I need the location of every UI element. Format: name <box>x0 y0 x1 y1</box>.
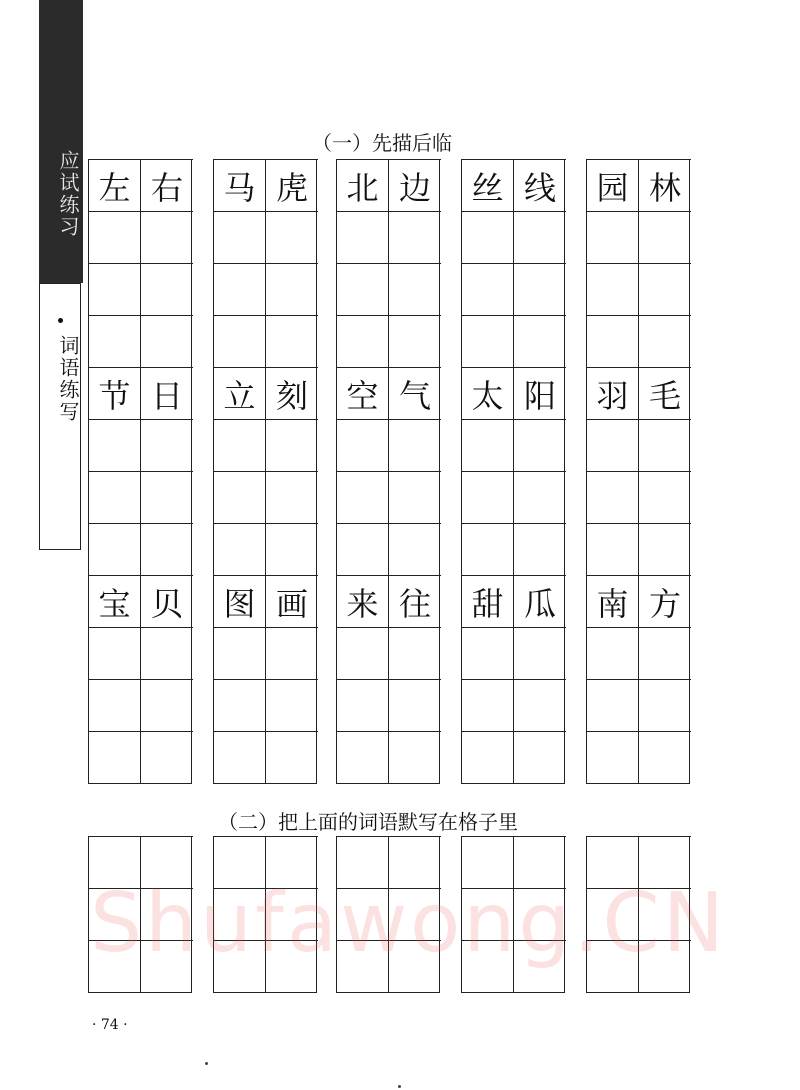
watermark: Shufawong.CN <box>90 876 728 971</box>
writing-cell[interactable] <box>266 679 318 731</box>
writing-cell[interactable] <box>389 627 441 679</box>
writing-cell[interactable] <box>587 315 639 367</box>
writing-cell[interactable] <box>462 731 514 783</box>
writing-cell[interactable] <box>639 263 691 315</box>
trace-char-cell[interactable]: 刻 <box>266 367 318 419</box>
writing-cell[interactable] <box>266 419 318 471</box>
writing-cell[interactable] <box>337 419 389 471</box>
writing-cell[interactable] <box>337 211 389 263</box>
practice-column <box>586 159 690 784</box>
trace-char-cell[interactable]: 边 <box>389 159 441 211</box>
writing-cell[interactable] <box>462 679 514 731</box>
writing-cell[interactable] <box>141 419 193 471</box>
practice-column <box>336 159 440 784</box>
writing-cell[interactable] <box>89 471 141 523</box>
writing-cell[interactable] <box>639 315 691 367</box>
writing-cell[interactable] <box>266 731 318 783</box>
writing-cell[interactable] <box>266 523 318 575</box>
writing-cell[interactable] <box>639 471 691 523</box>
writing-cell[interactable] <box>587 679 639 731</box>
writing-cell[interactable] <box>639 523 691 575</box>
writing-cell[interactable] <box>639 627 691 679</box>
trace-char-cell[interactable]: 空 <box>337 367 389 419</box>
writing-cell[interactable] <box>462 419 514 471</box>
writing-cell[interactable] <box>89 211 141 263</box>
writing-cell[interactable] <box>89 263 141 315</box>
writing-cell[interactable] <box>587 419 639 471</box>
writing-cell[interactable] <box>514 731 566 783</box>
writing-cell[interactable] <box>462 211 514 263</box>
practice-column <box>461 159 565 784</box>
writing-cell[interactable] <box>141 731 193 783</box>
trace-char-cell[interactable]: 来 <box>337 575 389 627</box>
writing-cell[interactable] <box>462 263 514 315</box>
writing-cell[interactable] <box>514 315 566 367</box>
writing-cell[interactable] <box>214 679 266 731</box>
writing-cell[interactable] <box>337 315 389 367</box>
writing-cell[interactable] <box>389 211 441 263</box>
writing-cell[interactable] <box>337 627 389 679</box>
writing-cell[interactable] <box>89 523 141 575</box>
writing-cell[interactable] <box>514 523 566 575</box>
writing-cell[interactable] <box>337 263 389 315</box>
writing-cell[interactable] <box>141 315 193 367</box>
side-tab-label-words: 词语练写 <box>56 335 80 423</box>
trace-char-cell[interactable]: 方 <box>639 575 691 627</box>
trace-char-cell[interactable]: 太 <box>462 367 514 419</box>
writing-cell[interactable] <box>89 679 141 731</box>
writing-cell[interactable] <box>214 419 266 471</box>
writing-cell[interactable] <box>389 263 441 315</box>
writing-cell[interactable] <box>587 731 639 783</box>
writing-cell[interactable] <box>389 419 441 471</box>
writing-cell[interactable] <box>389 679 441 731</box>
writing-cell[interactable] <box>89 731 141 783</box>
trace-char-cell[interactable]: 虎 <box>266 159 318 211</box>
writing-cell[interactable] <box>639 211 691 263</box>
writing-cell[interactable] <box>266 471 318 523</box>
writing-cell[interactable] <box>514 211 566 263</box>
trace-char-cell[interactable]: 甜 <box>462 575 514 627</box>
trace-char-cell[interactable]: 贝 <box>141 575 193 627</box>
writing-cell[interactable] <box>141 263 193 315</box>
writing-cell[interactable] <box>89 627 141 679</box>
trace-char-cell[interactable]: 右 <box>141 159 193 211</box>
writing-cell[interactable] <box>214 315 266 367</box>
side-tab-dark <box>39 0 83 283</box>
writing-cell[interactable] <box>214 731 266 783</box>
writing-cell[interactable] <box>141 627 193 679</box>
speck <box>398 1085 401 1088</box>
trace-char-cell[interactable]: 羽 <box>587 367 639 419</box>
writing-cell[interactable] <box>639 419 691 471</box>
writing-cell[interactable] <box>214 523 266 575</box>
writing-cell[interactable] <box>587 523 639 575</box>
writing-cell[interactable] <box>514 263 566 315</box>
writing-cell[interactable] <box>462 315 514 367</box>
writing-cell[interactable] <box>587 471 639 523</box>
trace-char-cell[interactable]: 往 <box>389 575 441 627</box>
writing-cell[interactable] <box>266 211 318 263</box>
trace-char-cell[interactable]: 园 <box>587 159 639 211</box>
trace-char-cell[interactable]: 立 <box>214 367 266 419</box>
trace-char-cell[interactable]: 马 <box>214 159 266 211</box>
speck <box>205 1062 208 1065</box>
writing-cell[interactable] <box>389 731 441 783</box>
writing-cell[interactable] <box>389 471 441 523</box>
writing-cell[interactable] <box>141 471 193 523</box>
writing-cell[interactable] <box>462 523 514 575</box>
bullet-dot <box>58 318 63 323</box>
writing-cell[interactable] <box>337 731 389 783</box>
writing-cell[interactable] <box>514 471 566 523</box>
writing-cell[interactable] <box>587 263 639 315</box>
side-tab-label-practice: 应试练习 <box>56 150 80 238</box>
section1-heading: （一）先描后临 <box>312 131 452 155</box>
writing-cell[interactable] <box>337 523 389 575</box>
section2-heading: （二）把上面的词语默写在格子里 <box>218 810 518 834</box>
trace-char-cell[interactable]: 北 <box>337 159 389 211</box>
trace-char-cell[interactable]: 毛 <box>639 367 691 419</box>
writing-cell[interactable] <box>587 211 639 263</box>
writing-cell[interactable] <box>587 627 639 679</box>
trace-char-cell[interactable]: 林 <box>639 159 691 211</box>
page-number: · 74 · <box>92 1017 128 1033</box>
writing-cell[interactable] <box>266 627 318 679</box>
writing-cell[interactable] <box>141 211 193 263</box>
trace-char-cell[interactable]: 左 <box>89 159 141 211</box>
trace-char-cell[interactable]: 阳 <box>514 367 566 419</box>
writing-cell[interactable] <box>337 471 389 523</box>
writing-cell[interactable] <box>462 627 514 679</box>
writing-cell[interactable] <box>639 679 691 731</box>
writing-cell[interactable] <box>514 679 566 731</box>
practice-column <box>88 159 192 784</box>
writing-cell[interactable] <box>214 211 266 263</box>
writing-cell[interactable] <box>389 315 441 367</box>
writing-cell[interactable] <box>337 679 389 731</box>
writing-cell[interactable] <box>141 679 193 731</box>
trace-char-cell[interactable]: 图 <box>214 575 266 627</box>
writing-cell[interactable] <box>266 263 318 315</box>
trace-char-cell[interactable]: 丝 <box>462 159 514 211</box>
trace-char-cell[interactable]: 宝 <box>89 575 141 627</box>
writing-cell[interactable] <box>639 731 691 783</box>
writing-cell[interactable] <box>89 315 141 367</box>
writing-cell[interactable] <box>214 471 266 523</box>
trace-char-cell[interactable]: 瓜 <box>514 575 566 627</box>
writing-cell[interactable] <box>514 627 566 679</box>
trace-char-cell[interactable]: 日 <box>141 367 193 419</box>
trace-char-cell[interactable]: 南 <box>587 575 639 627</box>
trace-char-cell[interactable]: 气 <box>389 367 441 419</box>
writing-cell[interactable] <box>214 627 266 679</box>
practice-column <box>213 159 317 784</box>
writing-cell[interactable] <box>266 315 318 367</box>
trace-char-cell[interactable]: 线 <box>514 159 566 211</box>
writing-cell[interactable] <box>389 523 441 575</box>
writing-cell[interactable] <box>462 471 514 523</box>
trace-char-cell[interactable]: 节 <box>89 367 141 419</box>
writing-cell[interactable] <box>89 419 141 471</box>
writing-cell[interactable] <box>214 263 266 315</box>
writing-cell[interactable] <box>514 419 566 471</box>
writing-cell[interactable] <box>141 523 193 575</box>
trace-char-cell[interactable]: 画 <box>266 575 318 627</box>
